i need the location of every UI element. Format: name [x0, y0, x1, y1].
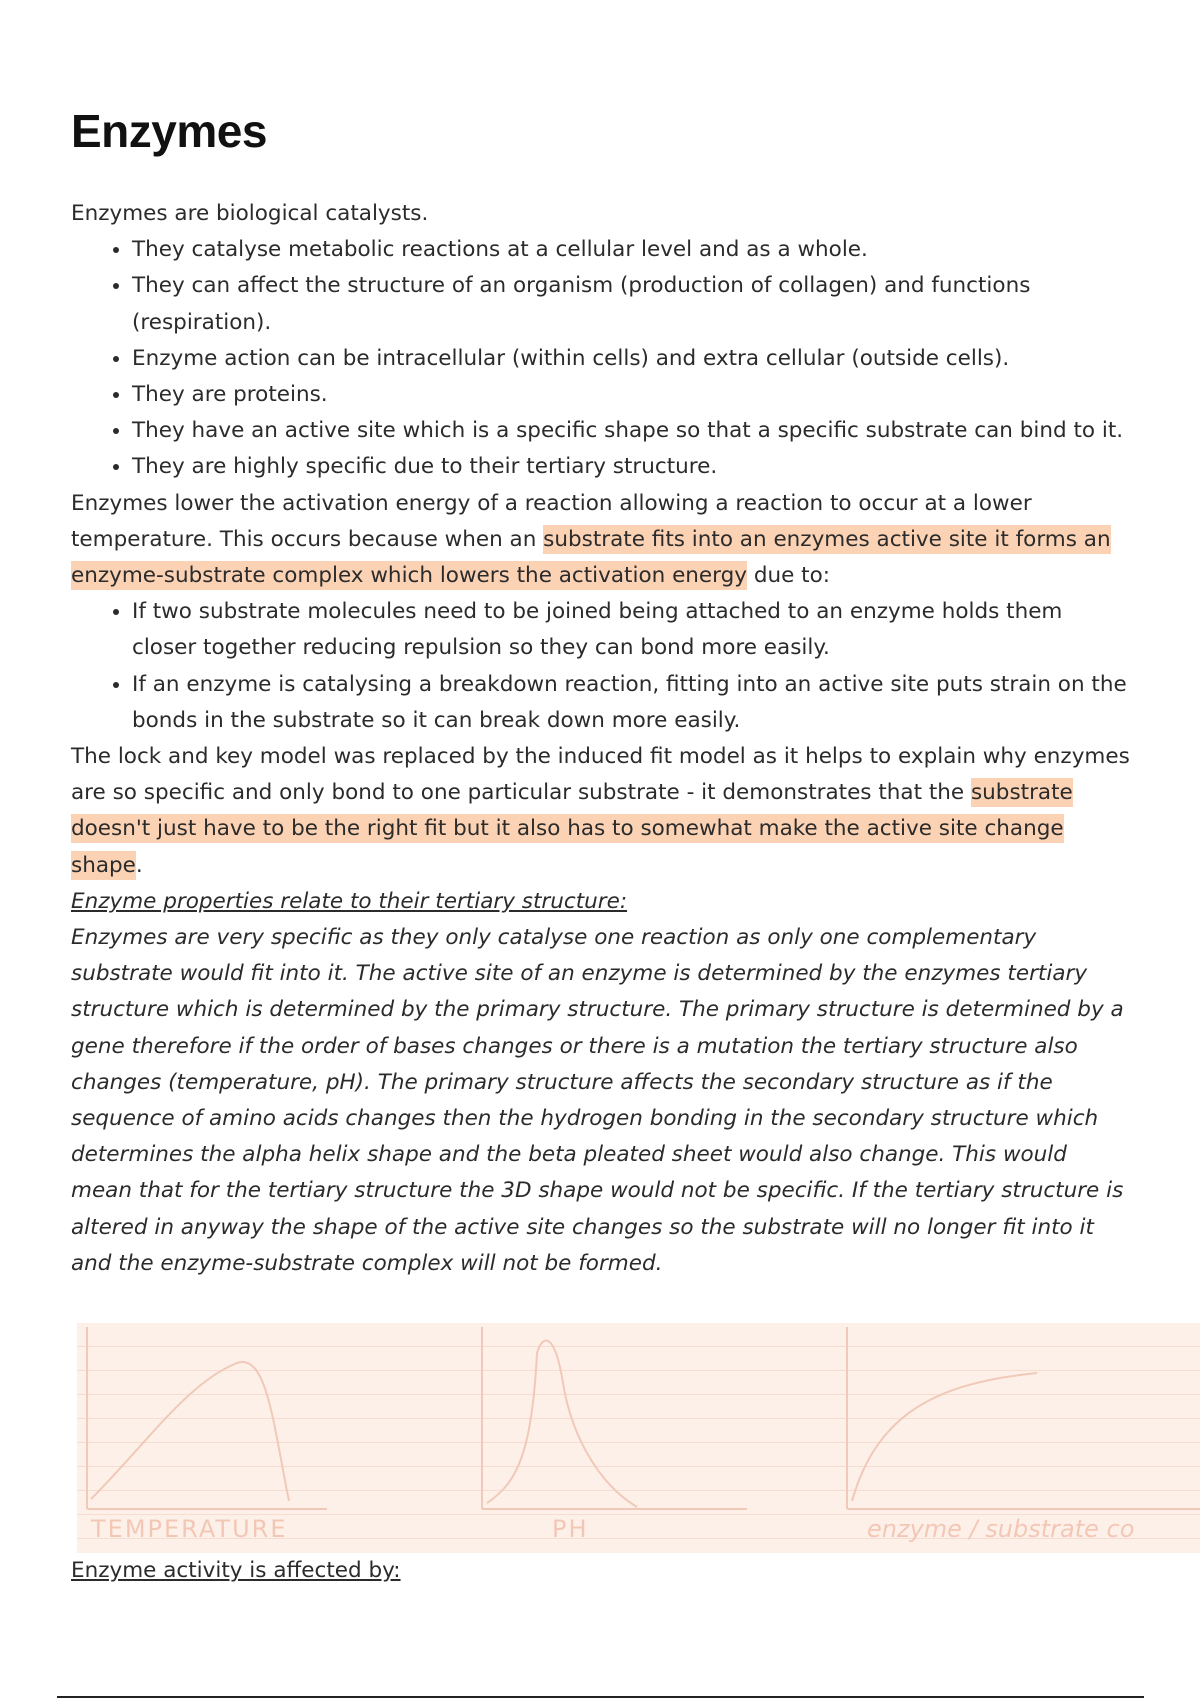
- footer-divider: [57, 1696, 1144, 1698]
- list-item: • They are highly specific due to their tertiary structure.: [132, 449, 1131, 485]
- temperature-label: TEMPERATURE: [91, 1515, 288, 1543]
- paragraph-text: .: [135, 852, 143, 878]
- list-item: • They have an active site which is a specific shape so that a specific substrate can bind to it.: [132, 413, 1131, 449]
- highlighted-text: substrate fits into an enzymes active site it forms an enzyme-substrate complex which lowers the activation energy: [71, 526, 1111, 589]
- list-item: • If two substrate molecules need to be joined being attached to an enzyme holds them closer together reducing repulsion so they can bond more easily.: [132, 594, 1131, 666]
- induced-fit-paragraph: [71, 739, 1131, 884]
- highlighted-text: substrate doesn't just have to be the right fit but it also has to somewhat make the active site change shape: [71, 780, 1073, 878]
- temperature-curve: [91, 1362, 289, 1501]
- list-item: • They catalyse metabolic reactions at a cellular level and as a whole.: [132, 232, 1131, 268]
- intro-text: Enzymes are biological catalysts.: [71, 201, 429, 226]
- mechanism-list: [71, 594, 1131, 739]
- list-item: • If an enzyme is catalysing a breakdown reaction, fitting into an active site puts strain on the bonds in the substrate so it can break down more easily.: [132, 667, 1131, 739]
- page-title: Enzymes: [71, 105, 267, 157]
- list-item: • They can affect the structure of an organism (production of collagen) and functions (respiration).: [132, 268, 1131, 340]
- ph-curve: [487, 1341, 637, 1507]
- paragraph-text: The lock and key model was replaced by the induced fit model as it helps to explain why enzymes are so specific and only bond to one particular substrate - it demonstrates that the: [71, 744, 1130, 806]
- activity-heading: Enzyme activity is affected by:: [71, 1558, 401, 1583]
- body-text: [71, 196, 1131, 1282]
- activation-energy-paragraph: [71, 486, 1131, 595]
- paragraph-text: due to:: [746, 563, 830, 589]
- list-item: • Enzyme action can be intracellular (within cells) and extra cellular (outside cells).: [132, 341, 1131, 377]
- tertiary-structure-paragraph: Enzymes are very specific as they only catalyse one reaction as only one complementary substrate would fit into it. The active site of an enzyme is determined by the enzymes tertiary structure which is determined by the primary structure. The primary structure is determined by a gene therefore if the order of bases changes or there is a mutation the tertiary structure also changes (temperature, pH). The primary structure affects the secondary structure as if the sequence of amino acids changes then the hydrogen bonding in the secondary structure which determines the alpha helix shape and the beta pleated sheet would also change. This would mean that for the tertiary structure the 3D shape would not be specific. If the tertiary structure is altered in anyway the shape of the active site changes so the substrate will no longer fit into it and the enzyme-substrate complex will not be formed.: [71, 925, 1124, 1276]
- enzyme-activity-sketches: [77, 1323, 1200, 1553]
- enzyme-facts-list: [71, 232, 1131, 485]
- concentration-label: enzyme / substrate co: [867, 1515, 1135, 1543]
- paragraph-text: Enzymes lower the activation energy of a reaction allowing a reaction to occur at a lower temperature. This occurs because when an: [71, 490, 1032, 552]
- properties-heading: Enzyme properties relate to their tertiary structure:: [71, 888, 628, 914]
- list-item: • They are proteins.: [132, 377, 1131, 413]
- ph-label: PH: [552, 1515, 589, 1543]
- concentration-curve: [852, 1373, 1037, 1501]
